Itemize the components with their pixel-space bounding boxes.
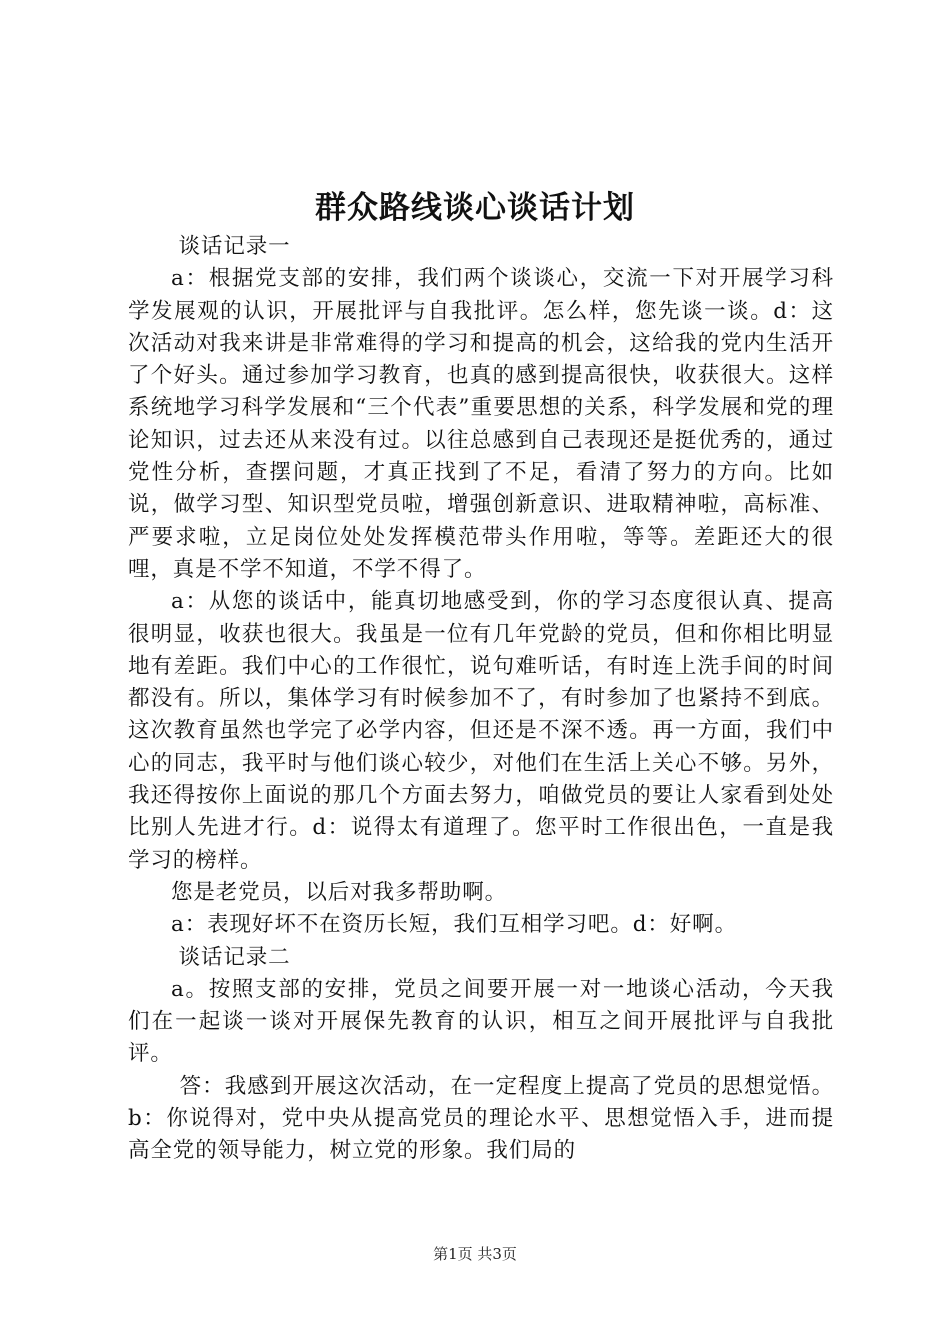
- paragraph: a：从您的谈话中，能真切地感受到，你的学习态度很认真、提高很明显，收获也很大。我虽是一位有几年党龄的党员，但和你相比明显地有差距。我们中心的工作很忙，说句难听话，有时连上洗手间的时间都没有。所以，集体学习有时候参加不了，有时参加了也紧持不到底。这次教育虽然也学完了必学内容，但还是不深不透。再一方面，我们中心的同志，我平时与他们谈心较少，对他们在生活上关心不够。另外，我还得按你上面说的那几个方面去努力，咱做党员的要让人家看到处处比别人先进才行。d：说得太有道理了。您平时工作很出色，一直是我学习的榜样。: [128, 589, 834, 873]
- page-footer: [0, 1244, 950, 1264]
- page-number-label: 第1页 共3页: [433, 1245, 517, 1263]
- section-heading: 谈话记录一: [178, 234, 291, 259]
- paragraph: a：根据党支部的安排，我们两个谈谈心，交流一下对开展学习科学发展观的认识，开展批评与自我批评。怎么样，您先谈一谈。d：这次活动对我来讲是非常难得的学习和提高的机会，这给我的党内生活开了个好头。通过参加学习教育，也真的感到提高很快，收获很大。这样系统地学习科学发展和“三个代表”重要思想的关系，科学发展和党的理论知识，过去还从来没有过。以往总感到自己表现还是挺优秀的，通过党性分析，查摆问题，才真正找到了不足，看清了努力的方向。比如说，做学习型、知识型党员啦，增强创新意识、进取精神啦，高标准、严要求啦，立足岗位处处发挥模范带头作用啦，等等。差距还大的很哩，真是不学不知道，不学不得了。: [128, 266, 834, 582]
- paragraph: 答：我感到开展这次活动，在一定程度上提高了党员的思想觉悟。b：你说得对，党中央从提高党员的理论水平、思想觉悟入手，进而提高全党的领导能力，树立党的形象。我们局的: [128, 1073, 834, 1164]
- document-body: [128, 231, 834, 1168]
- section-heading: 谈话记录二: [178, 944, 291, 970]
- paragraph: a。按照支部的安排，党员之间要开展一对一地谈心活动，今天我们在一起谈一谈对开展保先教育的认识，相互之间开展批评与自我批评。: [128, 976, 834, 1067]
- paragraph: 您是老党员，以后对我多帮助啊。: [171, 879, 508, 905]
- document-title: 群众路线谈心谈话计划: [315, 190, 635, 226]
- paragraph: a：表现好坏不在资历长短，我们互相学习吧。d：好啊。: [171, 912, 737, 938]
